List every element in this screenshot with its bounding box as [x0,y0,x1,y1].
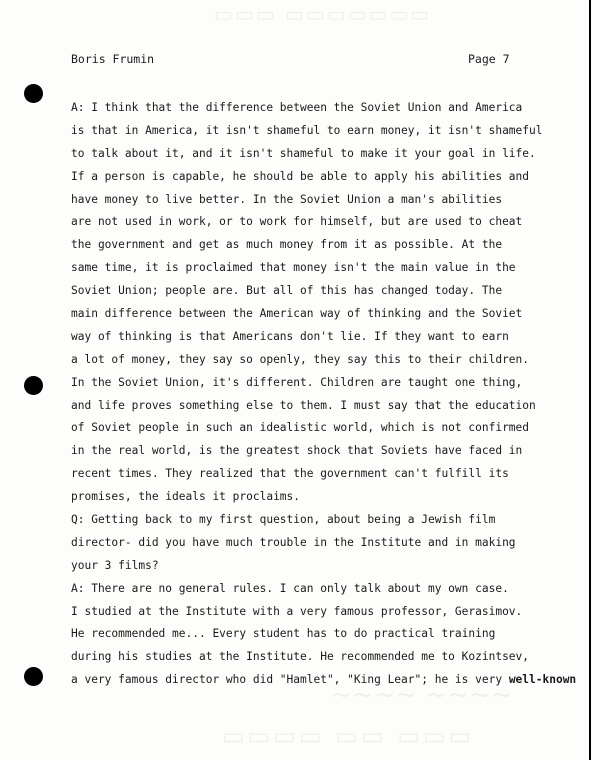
transcript-line-text: during his studies at the Institute. He recommended me to Kozintsev, [71,650,530,664]
transcript-line [71,257,591,280]
transcript-line [71,97,591,120]
binder-hole-bottom [24,667,43,686]
transcript-line [71,578,591,601]
transcript-body [71,97,591,692]
transcript-line [71,349,591,372]
transcript-line-text: main difference between the American way of thinking and the Soviet [71,307,523,321]
show-through-signature: ~~~~ ~~~~ [330,680,513,710]
show-through-watermark: ▭▭▭ ▭▭▭▭▭▭▭ [214,2,432,26]
transcript-line [71,509,591,532]
transcript-line [71,303,591,326]
transcript-line-text: a very famous director who did "Hamlet", "King Lear"; he is very [71,673,509,687]
transcript-line [71,601,591,624]
transcript-line-text: A: I think that the difference between the Soviet Union and America [71,101,523,114]
transcript-line-text: Soviet Union; people are. But all of this has changed today. The [71,284,503,298]
transcript-line-text: He recommended me... Every student has to do practical training [71,627,496,641]
transcript-line-text: way of thinking is that Americans don't lie. If they want to earn [71,329,509,343]
transcript-line [71,372,591,395]
header-page-number: Page 7 [468,52,510,66]
transcript-line [71,234,591,257]
transcript-line-text: of Soviet people in such an idealistic world, which is not confirmed [71,421,530,435]
transcript-line-text: to talk about it, and it isn't shameful to make it your goal in life. [71,146,536,160]
header-author-name: Boris Frumin [71,52,155,66]
transcript-line [71,120,591,143]
transcript-line [71,326,591,349]
transcript-line-text: and life proves something else to them. I must say that the education [71,398,536,412]
transcript-line [71,486,591,509]
transcript-line-bold-text: well-known [508,673,577,687]
transcript-line-text: I studied at the Institute with a very famous professor, Gerasimov. [71,604,523,618]
transcript-line [71,532,591,555]
transcript-line [71,143,591,166]
transcript-line-text: a lot of money, they say so openly, they say this to their children. [71,352,530,366]
transcript-line [71,440,591,463]
transcript-line-text: have money to live better. In the Soviet Union a man's abilities [71,192,503,206]
transcript-line-text: is that in America, it isn't shameful to earn money, it isn't shameful [71,123,543,137]
transcript-line [71,189,591,212]
transcript-line-text: in the real world, is the greatest shock that Soviets have faced in [71,444,523,458]
transcript-line-text: promises, the ideals it proclaims. [71,490,301,504]
transcript-line-text: recent times. They realized that the government can't fulfill its [71,467,509,481]
show-through-stamp: ▭▭▭▭ ▭▭ ▭▭▭ [222,722,475,750]
transcript-line [71,555,591,578]
transcript-line [71,211,591,234]
binder-hole-top [24,84,43,103]
transcript-line [71,623,591,646]
transcript-line-text: If a person is capable, he should be able to apply his abilities and [71,169,530,183]
transcript-line-text: director- did you have much trouble in the Institute and in making [71,535,516,549]
transcript-line [71,417,591,440]
transcript-line [71,395,591,418]
transcript-line-text: same time, it is proclaimed that money isn't the main value in the [71,261,516,275]
transcript-line [71,646,591,669]
transcript-line-text: the government and get as much money from it as possible. At the [71,238,503,252]
transcript-line [71,669,591,692]
transcript-line [71,166,591,189]
transcript-line [71,280,591,303]
transcript-line-text: Q: Getting back to my first question, about being a Jewish film [71,513,496,527]
binder-hole-middle [24,376,43,395]
transcript-line-text: In the Soviet Union, it's different. Children are taught one thing, [71,375,523,389]
transcript-line-text: A: There are no general rules. I can only talk about my own case. [71,581,509,595]
transcript-line-text: are not used in work, or to work for himself, but are used to cheat [71,215,523,229]
transcript-line-text: your 3 films? [71,558,159,572]
transcript-line [71,463,591,486]
